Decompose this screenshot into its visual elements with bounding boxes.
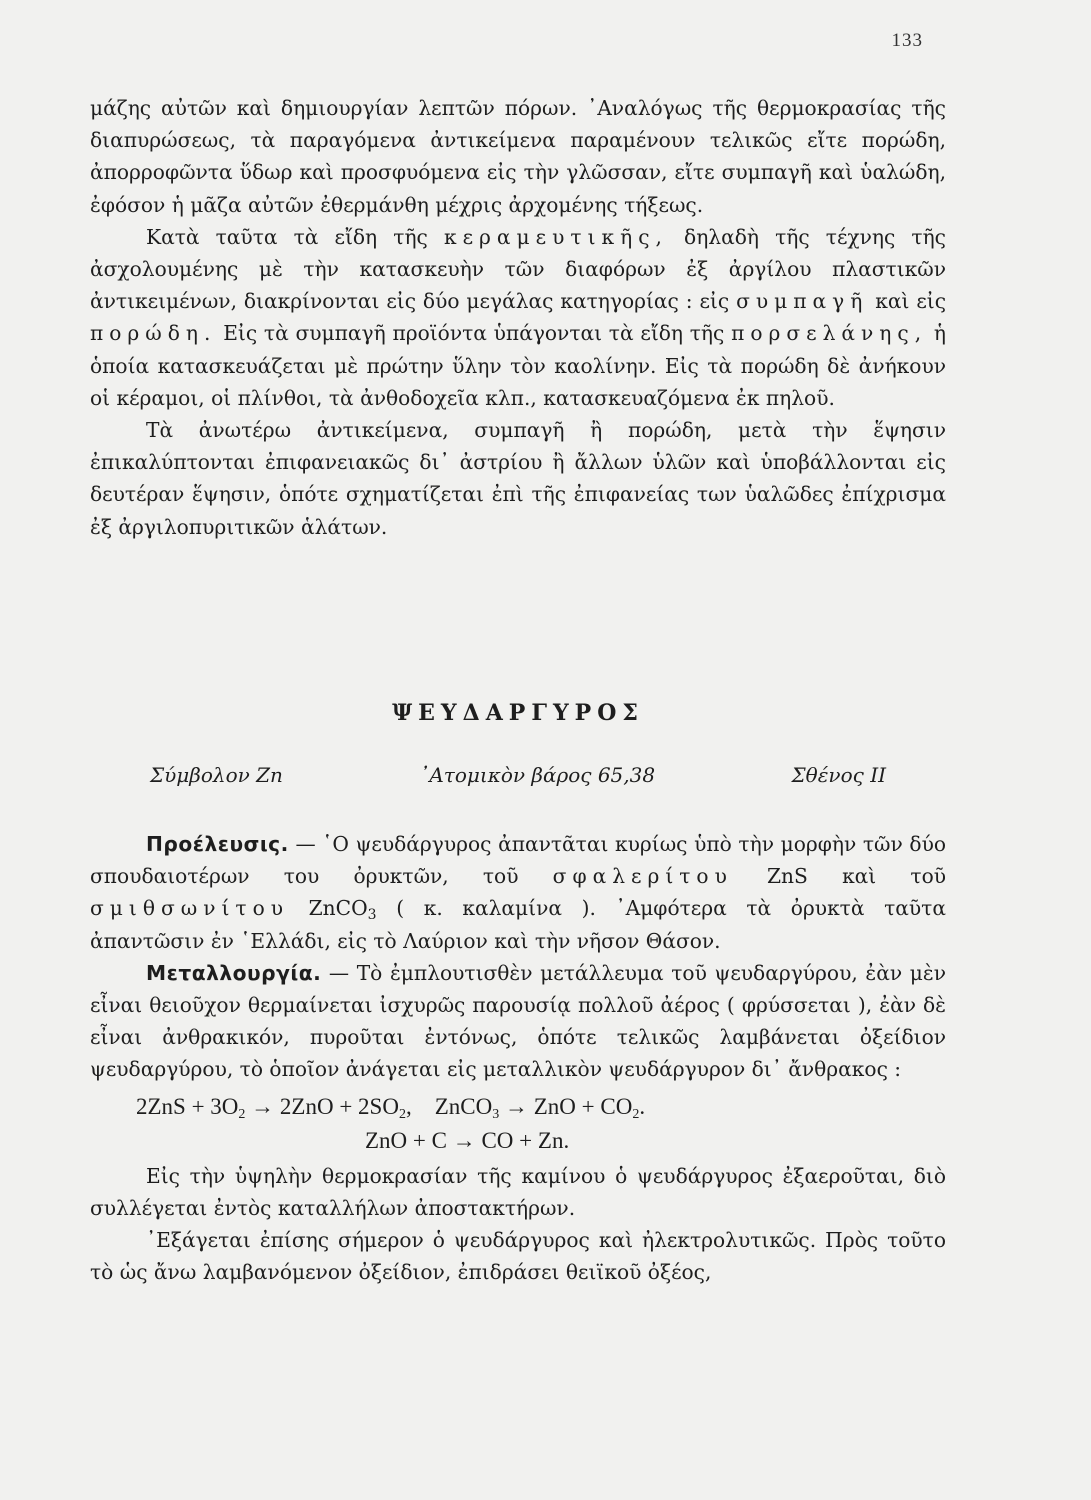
formula-znco3: ZnCO$_3$: [308, 896, 377, 924]
equation-line-2: ZnO + C → CO + Zn.: [365, 1127, 570, 1153]
spaced-term: σφαλερίτου: [552, 864, 733, 889]
atomic-weight-label: ᾿Ατομικὸν βάρος 65,38: [419, 763, 656, 787]
origin-heading: Προέλευσις.: [146, 832, 289, 856]
paragraph-electrolytic: ᾿Εξάγεται ἐπίσης σήμερον ὁ ψευδάργυρος καὶ ἠλεκτρολυτικῶς. Πρὸς τοῦτο τὸ ὡς ἄνω λαμβανόμενον ὀξείδιον, ἐπιδράσει θειϊκοῦ ὀξέος,: [90, 1228, 946, 1285]
page-number: 133: [891, 30, 923, 51]
paragraph-3: Τὰ ἀνωτέρω ἀντικείμενα, συμπαγῆ ἢ πορώδη, μετὰ τὴν ἕψησιν ἐπικαλύπτονται ἐπιφανειακῶς δι᾿ ἀστρίου ἢ ἄλλων ὑλῶν καὶ ὑποβάλλονται εἰς δευτέραν ἕψησιν, ὁπότε σχηματίζεται ἐπὶ τῆς ἐπιφανείας των ὑαλῶδες ἐπίχρισμα ἐξ ἀργιλοπυριτικῶν ἁλάτων.: [90, 418, 946, 539]
paragraph-volatilization: Εἰς τὴν ὑψηλὴν θερμοκρασίαν τῆς καμίνου ὁ ψευδάργυρος ἐξαεροῦται, διὸ συλλέγεται ἐντὸς καταλλήλων ἀποστακτήρων.: [90, 1163, 946, 1220]
paragraph-1: μάζης αὐτῶν καὶ δημιουργίαν λεπτῶν πόρων. ᾿Αναλόγως τῆς θερμοκρασίας τῆς διαπυρώσεως, τὰ παραγόμενα ἀντικείμενα παραμένουν τελικῶς εἴτε πορώδη, ἀπορροφῶντα ὕδωρ καὶ προσφυόμενα εἰς τὴν γλῶσσαν, εἴτε συμπαγῆ καὶ ὑαλώδη, ἐφόσον ἡ μᾶζα αὐτῶν ἐθερμάνθη μέχρις ἀρχομένης τήξεως.: [90, 96, 946, 217]
ceramics-text: [90, 92, 946, 543]
section-header: [90, 700, 946, 726]
element-meta: [90, 763, 946, 787]
valence-label: Σθένος II: [791, 763, 886, 787]
spaced-term: συμπαγῆ: [736, 289, 869, 314]
origin-paragraph: Προέλευσις. — ῾Ο ψευδάργυρος ἀπαντᾶται κυρίως ὑπὸ τὴν μορφὴν τῶν δύο σπουδαιοτέρων του ὀρυκτῶν, τοῦ σφαλερίτου ZnS καὶ τοῦ σμιθσωνίτου ZnCO$_3$ ( κ. καλαμίνα ). ᾿Αμφότερα τὰ ὀρυκτὰ ταῦτα ἀπαντῶσιν ἐν ῾Ελλάδι, εἰς τὸ Λαύριον καὶ τὴν νῆσον Θάσον.: [90, 832, 946, 953]
metallurgy-paragraph: Μεταλλουργία. — Τὸ ἐμπλουτισθὲν μετάλλευμα τοῦ ψευδαργύρου, ἐὰν μὲν εἶναι θειοῦχον θερμαίνεται ἰσχυρῶς παρουσίᾳ πολλοῦ ἀέρος ( φρύσσεται ), ἐὰν δὲ εἶναι ἀνθρακικόν, πυροῦται ἐντόνως, ὁπότε τελικῶς λαμβάνεται ὀξείδιον ψευδαργύρου, τὸ ὁποῖον ἀνάγεται εἰς μεταλλικὸν ψευδάργυρον δι᾿ ἄνθρακος :: [90, 960, 946, 1082]
metallurgy-heading: Μεταλλουργία.: [146, 960, 322, 985]
section-title: ΨΕΥΔΑΡΓΥΡΟΣ: [392, 700, 644, 726]
equation-line-1: $2ZnS + 3O_2 \to 2ZnO + 2SO_2$, ZnCO$_3$ → ZnO + $CO_2$.: [136, 1093, 646, 1122]
spaced-term: πορώδη.: [90, 321, 217, 346]
spaced-term: πορσελάνης,: [731, 321, 928, 346]
symbol-label: Σύμβολον Zn: [150, 763, 283, 787]
formula-zns: ZnS: [767, 864, 808, 889]
paragraph-2: Κατὰ ταῦτα τὰ εἴδη τῆς κεραμευτικῆς, δηλαδὴ τῆς τέχνης τῆς ἀσχολουμένης μὲ τὴν κατασκευὴν τῶν διαφόρων ἐξ ἀργίλου πλαστικῶν ἀντικειμένων, διακρίνονται εἰς δύο μεγάλας κατηγορίας : εἰς συμπαγῆ καὶ εἰς πορώδη. Εἰς τὰ συμπαγῆ προϊόντα ὑπάγονται τὰ εἴδη τῆς πορσελάνης, ἡ ὁποία κατασκευάζεται μὲ πρώτην ὕλην τὸν καολίνην. Εἰς τὰ πορώδη δὲ ἀνήκουν οἱ κέραμοι, οἱ πλίνθοι, τὰ ἀνθοδοχεῖα κλπ., κατασκευαζόμενα ἐκ πηλοῦ.: [90, 224, 946, 410]
zinc-text: [90, 828, 946, 1288]
spaced-term: κεραμευτικῆς,: [443, 224, 668, 249]
spaced-term: σμιθσωνίτου: [90, 896, 289, 921]
